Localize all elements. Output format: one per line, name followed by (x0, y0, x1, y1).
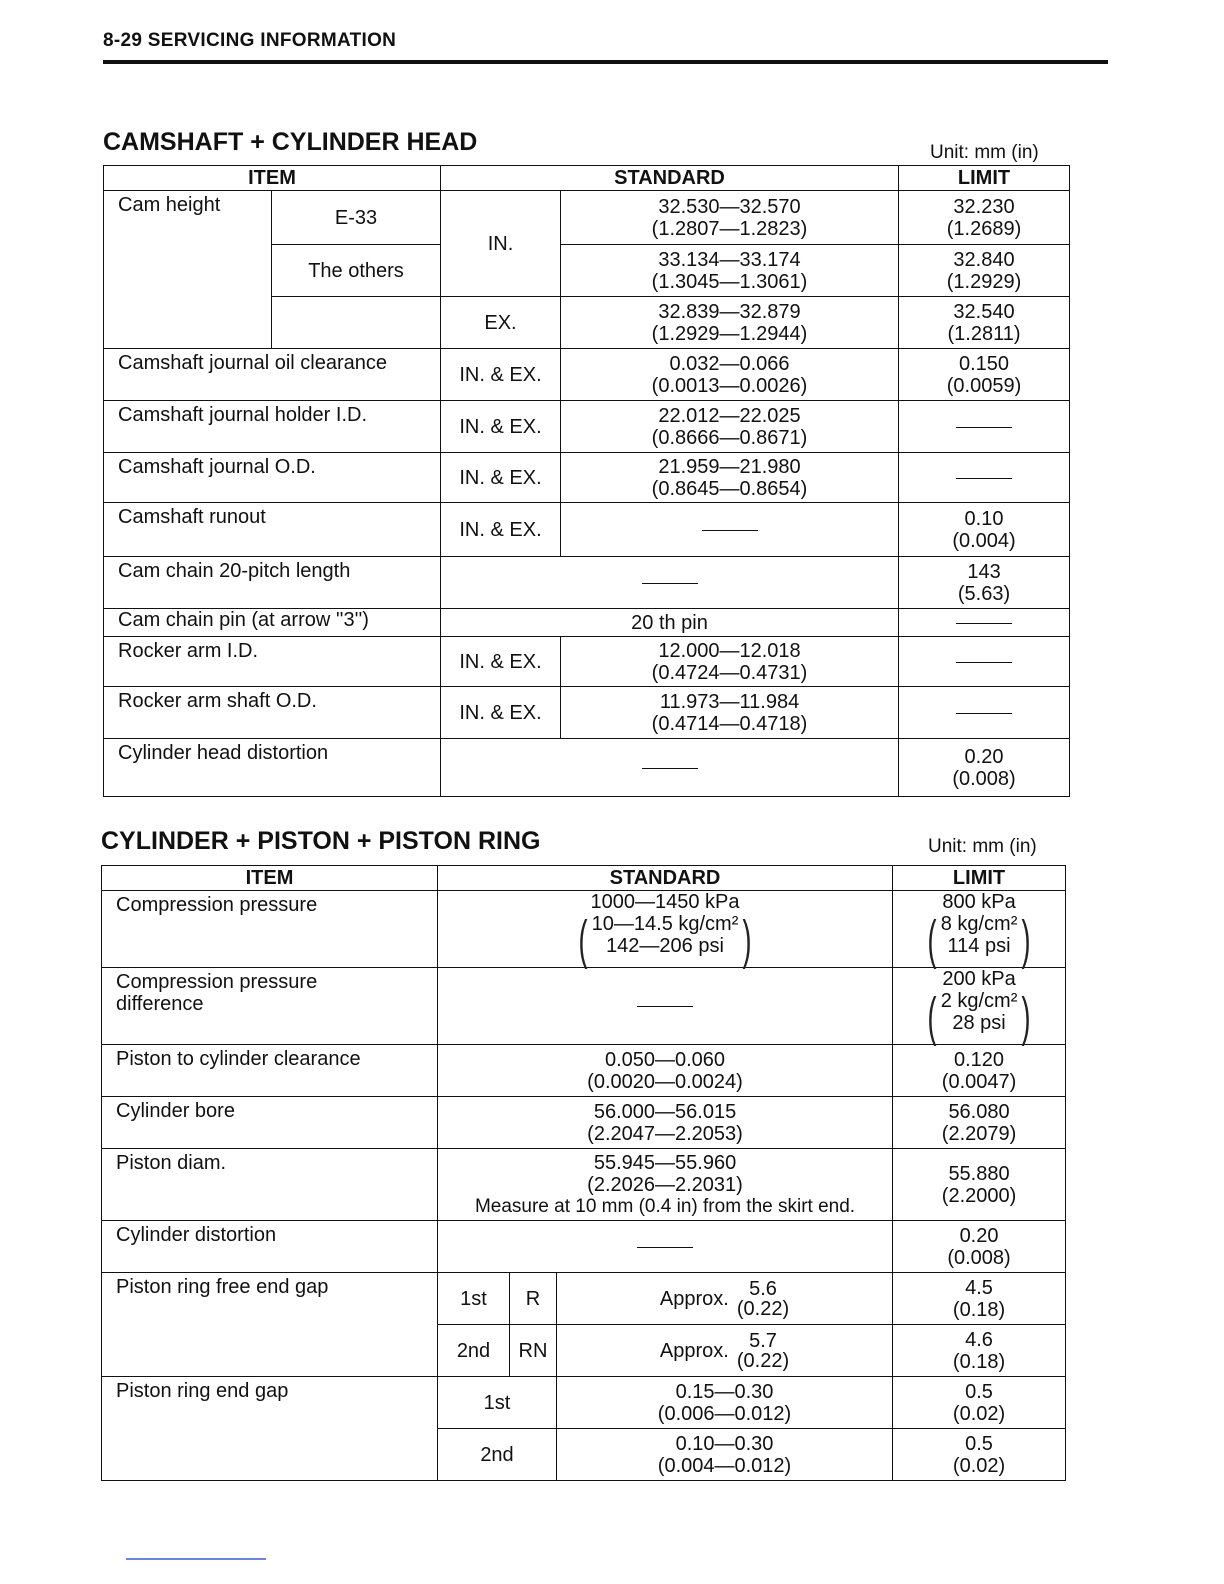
rocker-shaft-standard: 11.973—11.984 (0.4714—0.4718) (561, 687, 899, 739)
end-gap-2nd-standard: 0.10—0.30 (0.004—0.012) (557, 1429, 893, 1481)
runout-limit: 0.10 (0.004) (899, 503, 1070, 557)
piston-clearance-limit: 0.120 (0.0047) (893, 1045, 1066, 1097)
piston-diam-label: Piston diam. (102, 1149, 438, 1221)
journal-holder-in-ex: IN. & EX. (441, 401, 561, 453)
free-end-gap-label: Piston ring free end gap (102, 1273, 438, 1377)
rocker-shaft-label: Rocker arm shaft O.D. (104, 687, 441, 739)
piston-clearance-label: Piston to cylinder clearance (102, 1045, 438, 1097)
cam-height-blank (272, 297, 441, 349)
cam-height-ex: EX. (441, 297, 561, 349)
compression-difference-standard (438, 968, 893, 1045)
end-gap-2nd: 2nd (438, 1429, 557, 1481)
free-gap-rn: RN (510, 1325, 557, 1377)
e33-standard: 32.530—32.570 (1.2807—1.2823) (561, 191, 899, 245)
journal-od-label: Camshaft journal O.D. (104, 453, 441, 503)
chain-pin-limit (899, 609, 1070, 637)
col-header-limit: LIMIT (899, 166, 1070, 191)
compression-difference-label: Compression pressure difference (102, 968, 438, 1045)
chain-pin-standard: 20 th pin (441, 609, 899, 637)
journal-od-limit (899, 453, 1070, 503)
compression-standard: 1000—1450 kPa ( 10—14.5 kg/cm² 142—206 psi ) (438, 891, 893, 968)
cylinder-unit-label: Unit: mm (in) (928, 836, 1037, 857)
piston-clearance-standard: 0.050—0.060 (0.0020—0.0024) (438, 1045, 893, 1097)
end-gap-label: Piston ring end gap (102, 1377, 438, 1481)
camshaft-unit-label: Unit: mm (in) (930, 142, 1039, 163)
cam-height-others: The others (272, 245, 441, 297)
rocker-shaft-in-ex: IN. & EX. (441, 687, 561, 739)
col-header-limit: LIMIT (893, 866, 1066, 891)
free-gap-1st: 1st (438, 1273, 510, 1325)
free-gap-2nd-standard: Approx. 5.7 (0.22) (557, 1325, 893, 1377)
compression-difference-limit: 200 kPa ( 2 kg/cm² 28 psi ) (893, 968, 1066, 1045)
rocker-id-standard: 12.000—12.018 (0.4724—0.4731) (561, 637, 899, 687)
cam-height-in: IN. (441, 191, 561, 297)
runout-label: Camshaft runout (104, 503, 441, 557)
free-gap-1st-standard: Approx. 5.6 (0.22) (557, 1273, 893, 1325)
chain-length-standard (441, 557, 899, 609)
cylinder-bore-label: Cylinder bore (102, 1097, 438, 1149)
cylinder-bore-limit: 56.080 (2.2079) (893, 1097, 1066, 1149)
cylinder-bore-standard: 56.000—56.015 (2.2047—2.2053) (438, 1097, 893, 1149)
free-gap-1st-limit: 4.5 (0.18) (893, 1273, 1066, 1325)
free-gap-2nd-limit: 4.6 (0.18) (893, 1325, 1066, 1377)
journal-od-in-ex: IN. & EX. (441, 453, 561, 503)
journal-holder-limit (899, 401, 1070, 453)
rocker-id-label: Rocker arm I.D. (104, 637, 441, 687)
end-gap-2nd-limit: 0.5 (0.02) (893, 1429, 1066, 1481)
cylinder-distortion-standard (438, 1221, 893, 1273)
cylinder-distortion-limit: 0.20 (0.008) (893, 1221, 1066, 1273)
col-header-standard: STANDARD (441, 166, 899, 191)
rocker-shaft-limit (899, 687, 1070, 739)
e33-limit: 32.230 (1.2689) (899, 191, 1070, 245)
chain-length-label: Cam chain 20-pitch length (104, 557, 441, 609)
oil-clearance-limit: 0.150 (0.0059) (899, 349, 1070, 401)
oil-clearance-label: Camshaft journal oil clearance (104, 349, 441, 401)
others-limit: 32.840 (1.2929) (899, 245, 1070, 297)
head-distortion-label: Cylinder head distortion (104, 739, 441, 797)
journal-od-standard: 21.959—21.980 (0.8645—0.8654) (561, 453, 899, 503)
free-gap-r: R (510, 1273, 557, 1325)
end-gap-1st-limit: 0.5 (0.02) (893, 1377, 1066, 1429)
cam-height-e33: E-33 (272, 191, 441, 245)
journal-holder-label: Camshaft journal holder I.D. (104, 401, 441, 453)
oil-clearance-standard: 0.032—0.066 (0.0013—0.0026) (561, 349, 899, 401)
camshaft-spec-table (103, 165, 1070, 797)
compression-label: Compression pressure (102, 891, 438, 968)
col-header-item: ITEM (104, 166, 441, 191)
end-gap-1st: 1st (438, 1377, 557, 1429)
page-header: 8-29 SERVICING INFORMATION (103, 30, 397, 51)
cam-height-label: Cam height (104, 191, 272, 349)
footer-link-underline (126, 1558, 266, 1560)
camshaft-section-title: CAMSHAFT + CYLINDER HEAD (103, 128, 478, 156)
journal-holder-standard: 22.012—22.025 (0.8666—0.8671) (561, 401, 899, 453)
oil-clearance-in-ex: IN. & EX. (441, 349, 561, 401)
cylinder-section-title: CYLINDER + PISTON + PISTON RING (101, 827, 541, 855)
compression-limit: 800 kPa ( 8 kg/cm² 114 psi ) (893, 891, 1066, 968)
free-gap-2nd: 2nd (438, 1325, 510, 1377)
cylinder-spec-table (101, 865, 1066, 1481)
ex-limit: 32.540 (1.2811) (899, 297, 1070, 349)
rocker-id-in-ex: IN. & EX. (441, 637, 561, 687)
runout-standard (561, 503, 899, 557)
header-rule (103, 60, 1108, 64)
cylinder-distortion-label: Cylinder distortion (102, 1221, 438, 1273)
piston-diam-standard: 55.945—55.960 (2.2026—2.2031) Measure at 10 mm (0.4 in) from the skirt end. (438, 1149, 893, 1221)
col-header-item: ITEM (102, 866, 438, 891)
head-distortion-standard (441, 739, 899, 797)
chain-length-limit: 143 (5.63) (899, 557, 1070, 609)
rocker-id-limit (899, 637, 1070, 687)
others-standard: 33.134—33.174 (1.3045—1.3061) (561, 245, 899, 297)
ex-standard: 32.839—32.879 (1.2929—1.2944) (561, 297, 899, 349)
piston-diam-limit: 55.880 (2.2000) (893, 1149, 1066, 1221)
chain-pin-label: Cam chain pin (at arrow ''3'') (104, 609, 441, 637)
end-gap-1st-standard: 0.15—0.30 (0.006—0.012) (557, 1377, 893, 1429)
runout-in-ex: IN. & EX. (441, 503, 561, 557)
head-distortion-limit: 0.20 (0.008) (899, 739, 1070, 797)
col-header-standard: STANDARD (438, 866, 893, 891)
